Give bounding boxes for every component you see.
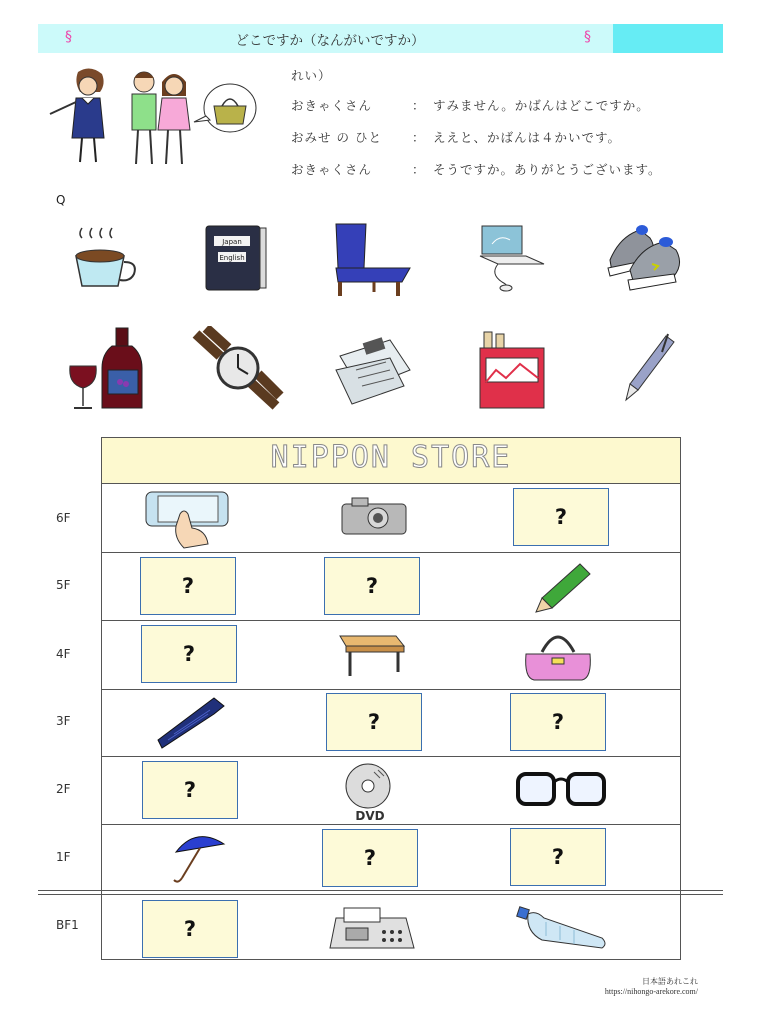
floor-divider [101,689,681,690]
cigarettes-icon [476,330,548,412]
floor-divider [101,620,681,621]
unknown-item-box[interactable]: ? [142,900,238,958]
fax-machine-icon [328,904,418,954]
unknown-item-box[interactable]: ? [141,625,237,683]
wine-bottle-icon [64,326,154,412]
camera-icon [340,496,408,536]
unknown-item-box[interactable]: ? [140,557,236,615]
question-label: Q [56,193,66,207]
chair-icon [326,220,418,300]
coffee-cup-icon [70,224,142,296]
dialog-utterance-1: すみません。かばんはどこですか。 [433,98,650,113]
svg-text:English: English [219,254,245,262]
header-accent-block [613,24,723,53]
water-bottle-icon [516,904,608,950]
sneakers-icon [604,216,698,300]
unknown-item-box[interactable]: ? [510,828,606,886]
floor-divider [101,552,681,553]
table-icon [334,628,406,680]
dialog-colon-2: ： [412,130,426,145]
dialog-colon-1: ： [412,98,426,113]
smartphone-icon [144,490,230,550]
unknown-item-box[interactable]: ? [322,829,418,887]
unknown-item-box[interactable]: ? [513,488,609,546]
store-title: NIPPON STORE [270,440,512,475]
wristwatch-icon [192,326,284,410]
page-title: どこですか（なんがいですか） [235,33,425,49]
dialog-utterance-2: ええと、かばんは４かいです。 [433,130,622,145]
floor-label-bf1: BF1 [56,918,79,932]
laptop-icon [474,222,550,292]
floor-label-2f: 2F [56,782,71,796]
dictionary-book-icon [200,220,270,294]
unknown-item-box[interactable]: ? [142,761,238,819]
newspapers-icon [334,336,420,406]
footer-url[interactable]: https://nihongo-arekore.com/ [604,987,698,996]
shop-clerk-figure [50,68,104,162]
unknown-item-box[interactable]: ? [324,557,420,615]
pencil-icon [534,562,594,614]
floor-divider [101,756,681,757]
dialog-utterance-3: そうですか。ありがとうございます。 [433,162,662,177]
unknown-item-box[interactable]: ? [510,693,606,751]
floor-label-3f: 3F [56,714,71,728]
floor-label-1f: 1F [56,850,71,864]
svg-text:Japan: Japan [222,238,242,246]
shop-scene-illustration [46,64,258,172]
unknown-item-box[interactable]: ? [326,693,422,751]
floor-label-6f: 6F [56,511,71,525]
ballpoint-pen-icon [616,330,680,404]
dialog-colon-3: ： [412,162,426,177]
floor-label-4f: 4F [56,647,71,661]
floor-divider [101,824,681,825]
dialog-speaker-3: おきゃくさん [291,162,373,177]
floor-label-5f: 5F [56,578,71,592]
example-label: れい） [291,68,332,83]
section-mark-left: § [65,29,72,45]
customer-woman-figure [158,74,190,164]
section-mark-right: § [584,29,591,45]
dialog-speaker-1: おきゃくさん [291,98,373,113]
footer-site-name: 日本語あれこれ [642,977,698,986]
dialog-speaker-2: おみせ の ひと [291,130,382,145]
dvd-label: DVD [355,809,385,822]
handbag-icon [522,628,594,684]
glasses-icon [514,766,608,816]
necktie-icon [154,694,228,752]
umbrella-icon [168,832,228,886]
dvd-icon [334,762,404,822]
speech-bubble-bag [194,84,256,132]
customer-man-figure [132,72,156,164]
